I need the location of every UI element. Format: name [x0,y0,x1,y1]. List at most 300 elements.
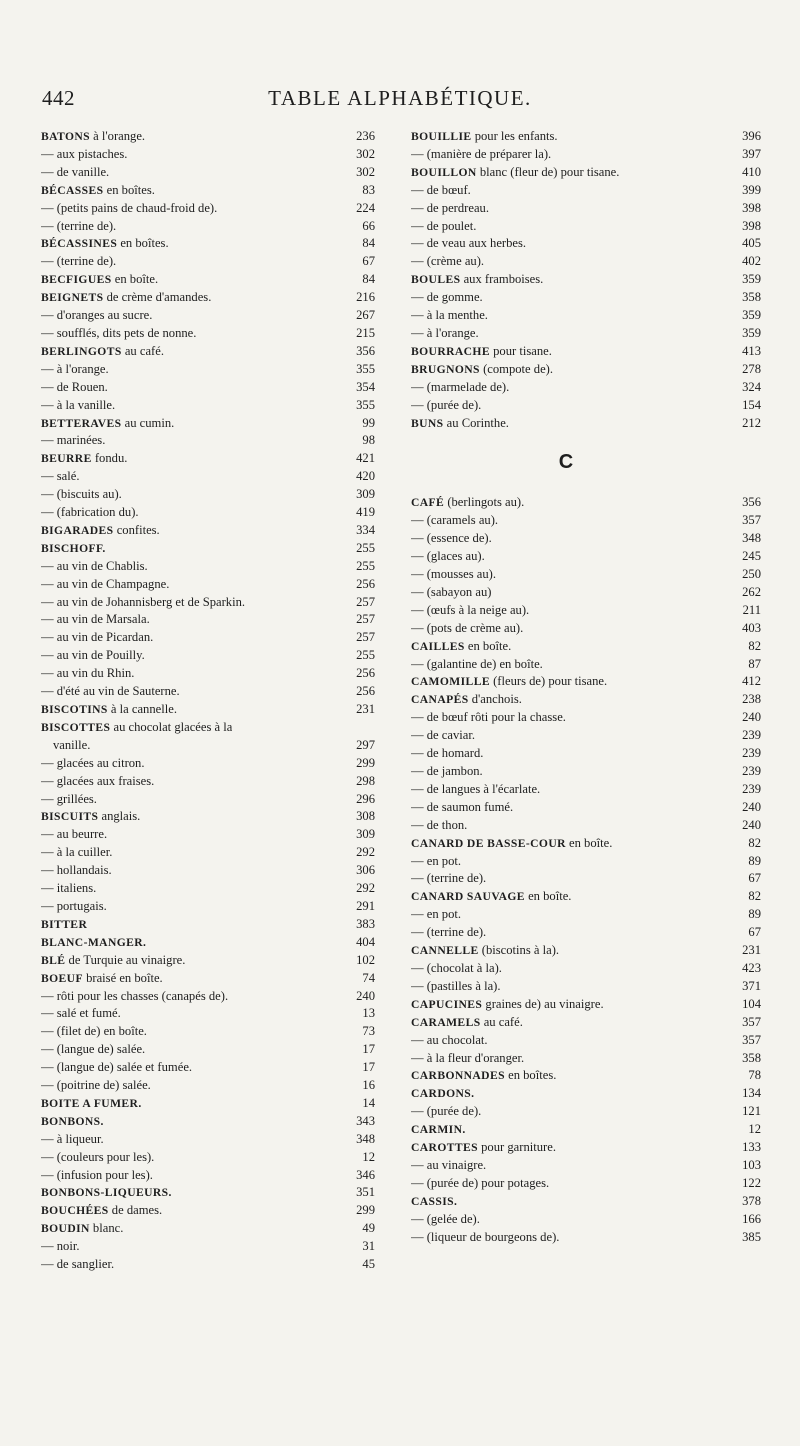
entry-text [41,1167,153,1185]
entry-headword: BLANC-MANGER. [41,935,147,949]
index-entry [41,235,375,253]
entry-page-number: 16 [362,1078,375,1093]
entry-headword: CARAMELS [411,1015,481,1029]
entry-text [411,1175,549,1193]
entry-text [41,1077,151,1095]
entry-description: — au beurre. [41,827,108,842]
index-entry [411,307,761,325]
entry-page-number: 240 [742,799,761,814]
entry-text [411,361,553,379]
entry-page-number: 371 [742,978,761,993]
index-entry [411,1085,761,1103]
entry-headword: BOUDIN [41,1222,90,1236]
index-entry [411,235,761,253]
index-entry [41,1202,375,1220]
index-entry [411,853,761,871]
entry-description: — (petits pains de chaud-froid de). [41,200,218,215]
entry-text [411,325,479,343]
index-entry [411,1229,761,1247]
entry-description: — au vin du Rhin. [41,666,135,681]
index-entry [41,916,375,934]
entry-page-number: 240 [742,710,761,725]
entry-description: vanille. [53,737,91,752]
entry-page-number: 216 [356,290,375,305]
entry-page-number: 354 [356,379,375,394]
entry-description: — rôti pour les chasses (canapés de). [41,988,229,1003]
entry-description: — (essence de). [411,531,492,546]
entry-description: — au chocolat. [411,1032,488,1047]
entry-page-number: 49 [362,1221,375,1236]
entry-description: — salé. [41,469,80,484]
entry-description: — grillées. [41,791,97,806]
index-entry [411,835,761,853]
index-entry [411,602,761,620]
index-entry [41,200,375,218]
entry-text [411,218,476,236]
entry-text [411,253,484,271]
entry-page-number: 299 [356,755,375,770]
entry-page-number: 359 [742,325,761,340]
entry-description: de crème d'amandes. [103,290,212,305]
entry-description: — à l'orange. [411,325,479,340]
entry-description: — de saumon fumé. [411,799,514,814]
entry-page-number: 224 [356,200,375,215]
entry-description: en boîtes. [504,1068,557,1083]
entry-text [411,691,522,709]
entry-text [411,307,488,325]
entry-page-number: 67 [748,925,761,940]
index-entry [41,1220,375,1238]
index-entry [411,128,761,146]
entry-description: — (manière de préparer la). [411,146,552,161]
index-entry [411,1014,761,1032]
entry-page-number: 78 [748,1068,761,1083]
index-entry [411,638,761,656]
entry-description: — hollandais. [41,863,112,878]
entry-text [41,558,148,576]
entry-text [411,1139,556,1157]
entry-description: anglais. [98,809,141,824]
index-entry [411,906,761,924]
index-entry [41,450,375,468]
entry-page-number: 297 [356,737,375,752]
entry-page-number: 255 [356,540,375,555]
entry-text [411,164,619,182]
entry-page-number: 278 [742,361,761,376]
entry-page-number: 309 [356,827,375,842]
entry-page-number: 410 [742,164,761,179]
entry-description: — à la cuiller. [41,845,113,860]
entry-text [411,1085,474,1103]
entry-page-number: 166 [742,1211,761,1226]
entry-text [411,343,552,361]
entry-headword: CAILLES [411,639,465,653]
entry-headword: CANAPÉS [411,693,469,707]
entry-text [411,566,496,584]
entry-text [411,996,604,1014]
entry-description: — à l'orange. [41,361,109,376]
entry-text [41,755,145,773]
index-entry [41,468,375,486]
entry-page-number: 231 [742,943,761,958]
index-entry [411,888,761,906]
index-entry [41,737,375,755]
index-entry [41,146,375,164]
entry-page-number: 82 [748,638,761,653]
entry-headword: BERLINGOTS [41,344,122,358]
index-entry [41,415,375,433]
entry-page-number: 302 [356,146,375,161]
entry-page-number: 256 [356,666,375,681]
entry-text [411,781,540,799]
index-entry [41,1256,375,1274]
entry-text [411,745,483,763]
index-entry [41,611,375,629]
index-section-b-continued [411,128,761,432]
entry-text [41,450,127,468]
entry-headword: CANARD DE BASSE-COUR [411,836,566,850]
index-entry [411,727,761,745]
entry-description: — de poulet. [411,218,477,233]
entry-text [411,799,513,817]
entry-text [411,530,492,548]
index-entry [411,745,761,763]
entry-page-number: 67 [748,871,761,886]
entry-headword: CARMIN. [411,1123,466,1137]
entry-page-number: 239 [742,764,761,778]
entry-page-number: 13 [362,1006,375,1021]
entry-text [41,486,122,504]
entry-page-number: 98 [362,433,375,448]
entry-page-number: 355 [356,397,375,412]
entry-description: — (langue de) salée et fumée. [41,1060,193,1075]
entry-page-number: 121 [742,1104,761,1119]
entry-headword: BLÉ [41,953,66,967]
index-entry [411,584,761,602]
index-entry [41,1023,375,1041]
entry-text [41,791,97,809]
entry-page-number: 212 [742,415,761,430]
entry-page-number: 404 [356,934,375,949]
entry-headword: BOURRACHE [411,344,490,358]
entry-text [41,916,87,934]
entry-page-number: 385 [742,1229,761,1244]
entry-page-number: 14 [362,1095,375,1110]
entry-page-number: 262 [742,584,761,599]
entry-description: — (purée de). [411,1104,482,1119]
entry-page-number: 240 [742,817,761,832]
entry-page-number: 423 [742,960,761,975]
entry-page-number: 291 [356,898,375,913]
entry-headword: BEURRE [41,452,92,466]
entry-page-number: 296 [356,791,375,806]
entry-text [411,709,566,727]
entry-text [411,888,571,906]
entry-description: — (mousses au). [411,567,496,582]
entry-page-number: 358 [742,1050,761,1065]
index-entry [411,548,761,566]
index-entry [41,504,375,522]
entry-description: — de vanille. [41,164,110,179]
entry-text [41,665,134,683]
entry-description: (fleurs de) pour tisane. [489,674,608,689]
entry-text [41,415,174,433]
index-entry [41,1113,375,1131]
entry-text [411,1014,523,1032]
entry-headword: CAMOMILLE [411,675,490,689]
index-entry [411,1139,761,1157]
entry-description: — (couleurs pour les). [41,1149,155,1164]
entry-page-number: 292 [356,845,375,860]
entry-page-number: 334 [356,522,375,537]
entry-page-number: 84 [362,236,375,251]
entry-page-number: 420 [356,469,375,484]
entry-text [411,415,509,433]
entry-description: — (infusion pour les). [41,1167,153,1182]
entry-page-number: 357 [742,513,761,528]
entry-page-number: 239 [742,746,761,761]
entry-text [41,1238,79,1256]
entry-headword: CAROTTES [411,1141,478,1155]
entry-text [411,853,461,871]
entry-page-number: 89 [748,907,761,922]
entry-headword: CARDONS. [411,1087,475,1101]
entry-text [41,271,158,289]
entry-description: au chocolat glacées à la [110,719,233,734]
index-entry [411,271,761,289]
index-entry [41,325,375,343]
index-entry [411,218,761,236]
entry-page-number: 239 [742,781,761,796]
entry-description: — en pot. [411,907,462,922]
entry-page-number: 122 [742,1175,761,1190]
entry-description: à la cannelle. [107,702,177,716]
entry-page-number: 355 [356,361,375,376]
entry-headword: CANARD SAUVAGE [411,890,525,904]
entry-description: — (gelée de). [411,1211,480,1226]
entry-page-number: 421 [356,451,375,466]
entry-page-number: 82 [748,889,761,904]
index-entry [41,361,375,379]
index-entry [411,182,761,200]
index-entry [411,512,761,530]
index-entry [41,271,375,289]
index-entry [41,898,375,916]
entry-text [41,1220,123,1238]
entry-text [411,1103,481,1121]
index-entry [411,1050,761,1068]
entry-description: — (sabayon au) [411,584,492,599]
entry-page-number: 12 [362,1149,375,1164]
entry-description: — glacées au citron. [41,755,145,770]
entry-description: — d'oranges au sucre. [41,308,153,323]
index-entry [411,1032,761,1050]
index-entry [41,289,375,307]
entry-headword: BECFIGUES [41,273,112,287]
index-entry [411,709,761,727]
index-entry [41,719,375,737]
index-entry [41,1167,375,1185]
entry-text [411,512,498,530]
entry-page-number: 356 [742,495,761,510]
entry-description: — (purée de). [411,397,482,412]
entry-text [411,128,558,146]
entry-text [41,397,115,415]
entry-description: — portugais. [41,898,107,913]
index-entry [411,960,761,978]
entry-headword: BOUCHÉES [41,1204,109,1218]
entry-page-number: 66 [362,218,375,233]
entry-description: — (terrine de). [41,254,117,269]
entry-text [41,808,140,826]
entry-text [411,1211,480,1229]
entry-page-number: 104 [742,996,761,1011]
entry-description: — soufflés, dits pets de nonne. [41,325,197,340]
entry-description: — (crème au). [411,254,485,269]
entry-text [41,361,109,379]
entry-description: — de caviar. [411,728,475,743]
entry-text [411,1193,457,1211]
entry-text [411,727,475,745]
entry-description: graines de) au vinaigre. [482,996,604,1011]
entry-description: — (pots de crème au). [411,620,524,635]
index-entry [41,1184,375,1202]
entry-page-number: 267 [356,308,375,323]
entry-description: pour tisane. [489,343,552,358]
index-entry [411,415,761,433]
entry-description: — (liqueur de bourgeons de). [411,1229,560,1244]
entry-description: — au vin de Johannisberg et de Sparkin. [41,594,246,609]
entry-text [41,576,169,594]
entry-description: — (biscuits au). [41,487,122,502]
entry-headword: CAFÉ [411,496,445,510]
entry-description: pour les enfants. [471,129,558,143]
entry-text [41,594,245,612]
entry-page-number: 99 [362,415,375,430]
entry-page-number: 378 [742,1193,761,1208]
entry-page-number: 256 [356,576,375,591]
index-entry [411,620,761,638]
entry-text [41,1023,147,1041]
entry-description: — de gomme. [411,290,483,305]
entry-text [41,988,228,1006]
entry-description: — de perdreau. [411,200,489,215]
index-entry [411,200,761,218]
index-entry [41,1005,375,1023]
index-entry [411,870,761,888]
entry-text [41,468,79,486]
index-entry [41,862,375,880]
entry-text [411,656,543,674]
entry-description: — au vin de Chablis. [41,558,148,573]
entry-description: — (langue de) salée. [41,1042,146,1057]
entry-headword: BONBONS. [41,1114,104,1128]
index-entry [41,253,375,271]
entry-text [411,397,481,415]
entry-text [41,629,153,647]
entry-description: aux framboises. [460,272,544,287]
entry-page-number: 403 [742,620,761,635]
index-section-c [411,494,761,1246]
entry-description: en boîtes. [117,236,169,251]
entry-text [411,200,489,218]
entry-headword: BOUILLON [411,165,477,179]
entry-description: — (terrine de). [41,218,117,233]
entry-description: — au vin de Champagne. [41,576,170,591]
entry-page-number: 245 [742,549,761,564]
entry-text [41,146,127,164]
entry-text [411,235,526,253]
entry-page-number: 17 [362,1060,375,1075]
entry-headword: BISCUITS [41,810,99,824]
entry-description: au Corinthe. [443,415,509,430]
entry-text [411,548,485,566]
entry-text [41,504,139,522]
entry-page-number: 359 [742,308,761,323]
index-entry [41,1149,375,1167]
index-entry [41,629,375,647]
entry-page-number: 399 [742,182,761,197]
entry-text [411,146,551,164]
entry-headword: BOUILLIE [411,130,472,143]
index-entry [41,182,375,200]
entry-headword: BOULES [411,273,461,287]
index-entry [41,486,375,504]
index-entry [41,701,375,719]
index-entry [411,361,761,379]
entry-page-number: 398 [742,200,761,215]
entry-page-number: 299 [356,1203,375,1218]
entry-headword: BOITE A FUMER. [41,1096,142,1110]
section-letter-heading: C [558,451,574,474]
entry-text [411,494,524,512]
entry-text [411,1229,559,1247]
entry-page-number: 133 [742,1140,761,1155]
entry-description: à l'orange. [90,129,146,143]
entry-text [411,379,509,397]
entry-page-number: 357 [742,1032,761,1047]
entry-text [411,584,491,602]
entry-text [41,343,164,361]
entry-description: de dames. [108,1203,163,1218]
entry-page-number: 12 [748,1122,761,1137]
entry-text [41,701,177,719]
index-entry [41,647,375,665]
index-entry [41,1059,375,1077]
entry-description: (biscotins à la). [478,943,560,958]
entry-text [411,1050,524,1068]
entry-page-number: 257 [356,612,375,627]
entry-page-number: 412 [742,674,761,689]
index-entry [41,164,375,182]
entry-page-number: 351 [356,1185,375,1200]
entry-page-number: 87 [748,656,761,671]
entry-page-number: 82 [748,835,761,850]
index-entry [41,755,375,773]
entry-description: d'anchois. [468,692,522,707]
entry-text [41,218,116,236]
entry-text [41,898,107,916]
entry-page-number: 154 [742,397,761,412]
index-entry [41,540,375,558]
entry-headword: BETTERAVES [41,416,122,430]
index-entry [411,656,761,674]
entry-description: de Turquie au vinaigre. [65,952,186,967]
index-entry [411,253,761,271]
entry-text [411,978,501,996]
index-entry [41,432,375,450]
entry-headword: BATONS [41,130,91,143]
